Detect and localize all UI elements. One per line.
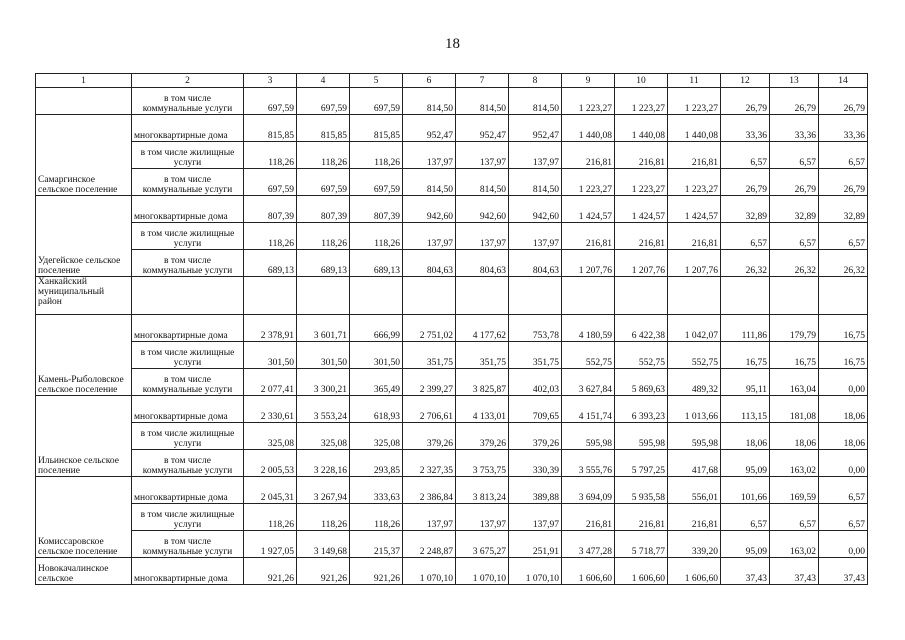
value-cell: 1 070,10 — [403, 558, 456, 585]
value-cell: 37,43 — [819, 558, 868, 585]
value-cell: 26,32 — [721, 250, 770, 277]
value-cell: 379,26 — [509, 423, 562, 450]
value-cell: 118,26 — [244, 142, 297, 169]
table-row — [36, 250, 868, 277]
value-cell: 3 753,75 — [456, 450, 509, 477]
category-cell: многоквартирные дома — [132, 115, 244, 142]
value-cell: 552,75 — [615, 342, 668, 369]
value-cell: 37,43 — [770, 558, 819, 585]
category-cell: многоквартирные дома — [132, 196, 244, 223]
value-cell: 118,26 — [244, 223, 297, 250]
category-cell: в том числе коммунальные услуги — [132, 169, 244, 196]
value-cell: 1 440,08 — [668, 115, 721, 142]
column-header: 13 — [770, 74, 819, 88]
value-cell: 697,59 — [350, 88, 403, 115]
value-cell: 32,89 — [819, 196, 868, 223]
value-cell: 5 797,25 — [615, 450, 668, 477]
value-cell — [668, 277, 721, 315]
value-cell: 251,91 — [509, 531, 562, 558]
value-cell: 1 223,27 — [562, 169, 615, 196]
value-cell: 137,97 — [403, 504, 456, 531]
value-cell: 2 706,61 — [403, 396, 456, 423]
value-cell: 163,04 — [770, 369, 819, 396]
value-cell: 2 386,84 — [403, 477, 456, 504]
table-row — [36, 504, 868, 531]
value-cell: 3 601,71 — [297, 315, 350, 342]
value-cell: 216,81 — [562, 142, 615, 169]
value-cell: 2 248,87 — [403, 531, 456, 558]
value-cell — [819, 277, 868, 315]
value-cell: 118,26 — [297, 504, 350, 531]
table-row — [36, 369, 868, 396]
value-cell: 325,08 — [297, 423, 350, 450]
value-cell: 111,86 — [721, 315, 770, 342]
value-cell: 16,75 — [819, 342, 868, 369]
value-cell: 6,57 — [819, 477, 868, 504]
value-cell: 32,89 — [721, 196, 770, 223]
value-cell: 3 477,28 — [562, 531, 615, 558]
value-cell: 216,81 — [562, 223, 615, 250]
value-cell: 814,50 — [509, 169, 562, 196]
value-cell: 697,59 — [297, 169, 350, 196]
value-cell: 1 440,08 — [615, 115, 668, 142]
category-cell: в том числе жилищные услуги — [132, 142, 244, 169]
value-cell: 5 869,63 — [615, 369, 668, 396]
value-cell: 3 553,24 — [297, 396, 350, 423]
table-row — [36, 115, 868, 142]
value-cell: 18,06 — [819, 423, 868, 450]
value-cell: 18,06 — [721, 423, 770, 450]
value-cell: 330,39 — [509, 450, 562, 477]
value-cell: 1 606,60 — [668, 558, 721, 585]
category-cell: в том числе коммунальные услуги — [132, 369, 244, 396]
value-cell — [509, 277, 562, 315]
value-cell: 921,26 — [297, 558, 350, 585]
municipality-cell: Новокачалинское сельское — [36, 558, 132, 585]
value-cell: 26,32 — [819, 250, 868, 277]
value-cell: 118,26 — [350, 504, 403, 531]
value-cell: 666,99 — [350, 315, 403, 342]
value-cell: 595,98 — [668, 423, 721, 450]
value-cell: 5 718,77 — [615, 531, 668, 558]
value-cell: 179,79 — [770, 315, 819, 342]
table-body — [36, 88, 868, 585]
value-cell: 216,81 — [615, 223, 668, 250]
value-cell: 2 077,41 — [244, 369, 297, 396]
page-number: 18 — [445, 36, 460, 52]
value-cell: 351,75 — [509, 342, 562, 369]
value-cell: 804,63 — [403, 250, 456, 277]
value-cell: 1 606,60 — [562, 558, 615, 585]
value-cell: 379,26 — [456, 423, 509, 450]
value-cell: 552,75 — [668, 342, 721, 369]
value-cell: 118,26 — [297, 142, 350, 169]
value-cell: 33,36 — [721, 115, 770, 142]
value-cell: 216,81 — [668, 223, 721, 250]
value-cell: 6,57 — [770, 223, 819, 250]
value-cell: 6,57 — [770, 142, 819, 169]
value-cell: 6 393,23 — [615, 396, 668, 423]
value-cell: 709,65 — [509, 396, 562, 423]
value-cell: 952,47 — [509, 115, 562, 142]
column-header: 11 — [668, 74, 721, 88]
value-cell — [297, 277, 350, 315]
value-cell: 942,60 — [509, 196, 562, 223]
value-cell: 6,57 — [721, 223, 770, 250]
value-cell: 6,57 — [721, 504, 770, 531]
table-row — [36, 277, 868, 315]
value-cell — [456, 277, 509, 315]
value-cell: 3 813,24 — [456, 477, 509, 504]
value-cell: 1 424,57 — [668, 196, 721, 223]
value-cell: 1 223,27 — [615, 88, 668, 115]
value-cell: 3 675,27 — [456, 531, 509, 558]
value-cell: 814,50 — [509, 88, 562, 115]
category-cell: в том числе жилищные услуги — [132, 223, 244, 250]
table-row — [36, 450, 868, 477]
value-cell: 1 440,08 — [562, 115, 615, 142]
value-cell: 37,43 — [721, 558, 770, 585]
value-cell: 3 555,76 — [562, 450, 615, 477]
value-cell: 389,88 — [509, 477, 562, 504]
value-cell: 804,63 — [509, 250, 562, 277]
value-cell: 595,98 — [562, 423, 615, 450]
table-row — [36, 423, 868, 450]
value-cell: 1 606,60 — [615, 558, 668, 585]
value-cell: 807,39 — [244, 196, 297, 223]
value-cell: 26,79 — [721, 88, 770, 115]
value-cell: 689,13 — [244, 250, 297, 277]
value-cell: 3 825,87 — [456, 369, 509, 396]
value-cell: 137,97 — [456, 223, 509, 250]
value-cell: 137,97 — [456, 504, 509, 531]
value-cell: 814,50 — [456, 88, 509, 115]
value-cell: 2 378,91 — [244, 315, 297, 342]
value-cell: 417,68 — [668, 450, 721, 477]
value-cell: 4 177,62 — [456, 315, 509, 342]
value-cell: 16,75 — [770, 342, 819, 369]
value-cell: 169,59 — [770, 477, 819, 504]
table-row — [36, 223, 868, 250]
value-cell: 1 223,27 — [668, 169, 721, 196]
table-row — [36, 88, 868, 115]
value-cell: 697,59 — [244, 88, 297, 115]
table-row — [36, 196, 868, 223]
municipality-cell: Ильинское сельское поселение — [36, 396, 132, 477]
value-cell: 293,85 — [350, 450, 403, 477]
value-cell — [244, 277, 297, 315]
value-cell: 95,09 — [721, 450, 770, 477]
value-cell: 2 327,35 — [403, 450, 456, 477]
table-row — [36, 396, 868, 423]
value-cell: 1 070,10 — [456, 558, 509, 585]
column-header: 14 — [819, 74, 868, 88]
value-cell: 689,13 — [350, 250, 403, 277]
value-cell: 814,50 — [403, 169, 456, 196]
value-cell — [615, 277, 668, 315]
municipality-cell: Камень-Рыболовское сельское поселение — [36, 315, 132, 396]
value-cell — [721, 277, 770, 315]
value-cell: 118,26 — [350, 223, 403, 250]
value-cell: 5 935,58 — [615, 477, 668, 504]
value-cell: 3 149,68 — [297, 531, 350, 558]
column-header: 5 — [350, 74, 403, 88]
value-cell: 33,36 — [770, 115, 819, 142]
value-cell: 2 751,02 — [403, 315, 456, 342]
value-cell: 697,59 — [244, 169, 297, 196]
table-row — [36, 142, 868, 169]
value-cell: 113,15 — [721, 396, 770, 423]
value-cell: 26,79 — [770, 169, 819, 196]
value-cell: 325,08 — [244, 423, 297, 450]
value-cell: 689,13 — [297, 250, 350, 277]
municipality-cell: Самаргинское сельское поселение — [36, 115, 132, 196]
category-cell: многоквартирные дома — [132, 477, 244, 504]
value-cell — [770, 277, 819, 315]
value-cell: 697,59 — [297, 88, 350, 115]
value-cell: 618,93 — [350, 396, 403, 423]
value-cell: 301,50 — [350, 342, 403, 369]
value-cell: 215,37 — [350, 531, 403, 558]
municipality-cell: Комиссаровское сельское поселение — [36, 477, 132, 558]
column-header: 1 — [36, 74, 132, 88]
category-cell: многоквартирные дома — [132, 396, 244, 423]
value-cell: 0,00 — [819, 450, 868, 477]
value-cell: 804,63 — [456, 250, 509, 277]
value-cell: 2 330,61 — [244, 396, 297, 423]
value-cell: 26,79 — [819, 88, 868, 115]
tariff-table — [35, 73, 868, 585]
value-cell: 6,57 — [721, 142, 770, 169]
column-header: 10 — [615, 74, 668, 88]
value-cell: 379,26 — [403, 423, 456, 450]
value-cell: 807,39 — [297, 196, 350, 223]
value-cell: 942,60 — [403, 196, 456, 223]
value-cell: 952,47 — [456, 115, 509, 142]
value-cell: 1 070,10 — [509, 558, 562, 585]
value-cell: 815,85 — [244, 115, 297, 142]
category-cell — [132, 277, 244, 315]
value-cell: 6,57 — [770, 504, 819, 531]
value-cell: 0,00 — [819, 369, 868, 396]
column-header: 3 — [244, 74, 297, 88]
value-cell: 26,79 — [770, 88, 819, 115]
value-cell: 1 207,76 — [562, 250, 615, 277]
category-cell: в том числе жилищные услуги — [132, 342, 244, 369]
value-cell: 6 422,38 — [615, 315, 668, 342]
value-cell: 2 005,53 — [244, 450, 297, 477]
value-cell: 33,36 — [819, 115, 868, 142]
value-cell: 1 424,57 — [615, 196, 668, 223]
value-cell: 815,85 — [297, 115, 350, 142]
value-cell: 216,81 — [562, 504, 615, 531]
column-header: 8 — [509, 74, 562, 88]
value-cell: 2 045,31 — [244, 477, 297, 504]
value-cell: 814,50 — [403, 88, 456, 115]
category-cell: многоквартирные дома — [132, 315, 244, 342]
value-cell: 351,75 — [403, 342, 456, 369]
value-cell: 1 424,57 — [562, 196, 615, 223]
category-cell: в том числе жилищные услуги — [132, 504, 244, 531]
table-row — [36, 558, 868, 585]
category-cell: в том числе коммунальные услуги — [132, 531, 244, 558]
column-header: 6 — [403, 74, 456, 88]
value-cell: 26,32 — [770, 250, 819, 277]
value-cell: 4 151,74 — [562, 396, 615, 423]
value-cell: 942,60 — [456, 196, 509, 223]
value-cell: 18,06 — [819, 396, 868, 423]
value-cell: 952,47 — [403, 115, 456, 142]
value-cell: 137,97 — [403, 142, 456, 169]
value-cell: 137,97 — [509, 142, 562, 169]
value-cell: 3 627,84 — [562, 369, 615, 396]
value-cell: 2 399,27 — [403, 369, 456, 396]
table-row — [36, 342, 868, 369]
municipality-cell: Удегейское сельское поселение — [36, 196, 132, 277]
category-cell: в том числе коммунальные услуги — [132, 88, 244, 115]
value-cell: 118,26 — [350, 142, 403, 169]
value-cell: 137,97 — [509, 223, 562, 250]
value-cell: 118,26 — [244, 504, 297, 531]
value-cell: 301,50 — [297, 342, 350, 369]
value-cell: 118,26 — [297, 223, 350, 250]
value-cell: 6,57 — [819, 142, 868, 169]
value-cell: 1 927,05 — [244, 531, 297, 558]
value-cell: 333,63 — [350, 477, 403, 504]
category-cell: в том числе жилищные услуги — [132, 423, 244, 450]
value-cell: 137,97 — [509, 504, 562, 531]
value-cell: 1 013,66 — [668, 396, 721, 423]
value-cell: 325,08 — [350, 423, 403, 450]
value-cell: 163,02 — [770, 531, 819, 558]
value-cell: 216,81 — [668, 504, 721, 531]
value-cell: 1 223,27 — [668, 88, 721, 115]
value-cell — [350, 277, 403, 315]
value-cell: 1 207,76 — [615, 250, 668, 277]
municipality-cell: Ханкайский муниципальный район — [36, 277, 132, 315]
value-cell: 18,06 — [770, 423, 819, 450]
column-header: 12 — [721, 74, 770, 88]
value-cell: 1 223,27 — [562, 88, 615, 115]
header-row — [36, 74, 868, 88]
value-cell: 815,85 — [350, 115, 403, 142]
value-cell: 921,26 — [350, 558, 403, 585]
value-cell: 6,57 — [819, 504, 868, 531]
value-cell: 753,78 — [509, 315, 562, 342]
value-cell: 3 694,09 — [562, 477, 615, 504]
value-cell: 339,20 — [668, 531, 721, 558]
value-cell: 181,08 — [770, 396, 819, 423]
category-cell: многоквартирные дома — [132, 558, 244, 585]
value-cell: 921,26 — [244, 558, 297, 585]
value-cell — [562, 277, 615, 315]
category-cell: в том числе коммунальные услуги — [132, 250, 244, 277]
value-cell: 697,59 — [350, 169, 403, 196]
table-row — [36, 477, 868, 504]
table-row — [36, 531, 868, 558]
value-cell: 3 228,16 — [297, 450, 350, 477]
value-cell: 301,50 — [244, 342, 297, 369]
municipality-cell — [36, 88, 132, 115]
category-cell: в том числе коммунальные услуги — [132, 450, 244, 477]
value-cell: 3 267,94 — [297, 477, 350, 504]
value-cell: 26,79 — [721, 169, 770, 196]
value-cell: 1 042,07 — [668, 315, 721, 342]
column-header: 7 — [456, 74, 509, 88]
value-cell: 95,11 — [721, 369, 770, 396]
value-cell: 216,81 — [615, 504, 668, 531]
value-cell: 814,50 — [456, 169, 509, 196]
value-cell: 489,32 — [668, 369, 721, 396]
value-cell: 556,01 — [668, 477, 721, 504]
value-cell: 4 133,01 — [456, 396, 509, 423]
table-row — [36, 315, 868, 342]
value-cell: 95,09 — [721, 531, 770, 558]
value-cell: 0,00 — [819, 531, 868, 558]
value-cell: 137,97 — [403, 223, 456, 250]
value-cell: 26,79 — [819, 169, 868, 196]
value-cell: 807,39 — [350, 196, 403, 223]
value-cell: 216,81 — [615, 142, 668, 169]
value-cell: 3 300,21 — [297, 369, 350, 396]
value-cell: 595,98 — [615, 423, 668, 450]
table-row — [36, 169, 868, 196]
value-cell: 163,02 — [770, 450, 819, 477]
column-header: 2 — [132, 74, 244, 88]
value-cell: 1 223,27 — [615, 169, 668, 196]
value-cell — [403, 277, 456, 315]
value-cell: 6,57 — [819, 223, 868, 250]
value-cell: 216,81 — [668, 142, 721, 169]
value-cell: 552,75 — [562, 342, 615, 369]
value-cell: 351,75 — [456, 342, 509, 369]
column-header: 4 — [297, 74, 350, 88]
column-header: 9 — [562, 74, 615, 88]
value-cell: 402,03 — [509, 369, 562, 396]
value-cell: 137,97 — [456, 142, 509, 169]
value-cell: 101,66 — [721, 477, 770, 504]
value-cell: 1 207,76 — [668, 250, 721, 277]
value-cell: 16,75 — [819, 315, 868, 342]
value-cell: 365,49 — [350, 369, 403, 396]
value-cell: 32,89 — [770, 196, 819, 223]
value-cell: 16,75 — [721, 342, 770, 369]
value-cell: 4 180,59 — [562, 315, 615, 342]
